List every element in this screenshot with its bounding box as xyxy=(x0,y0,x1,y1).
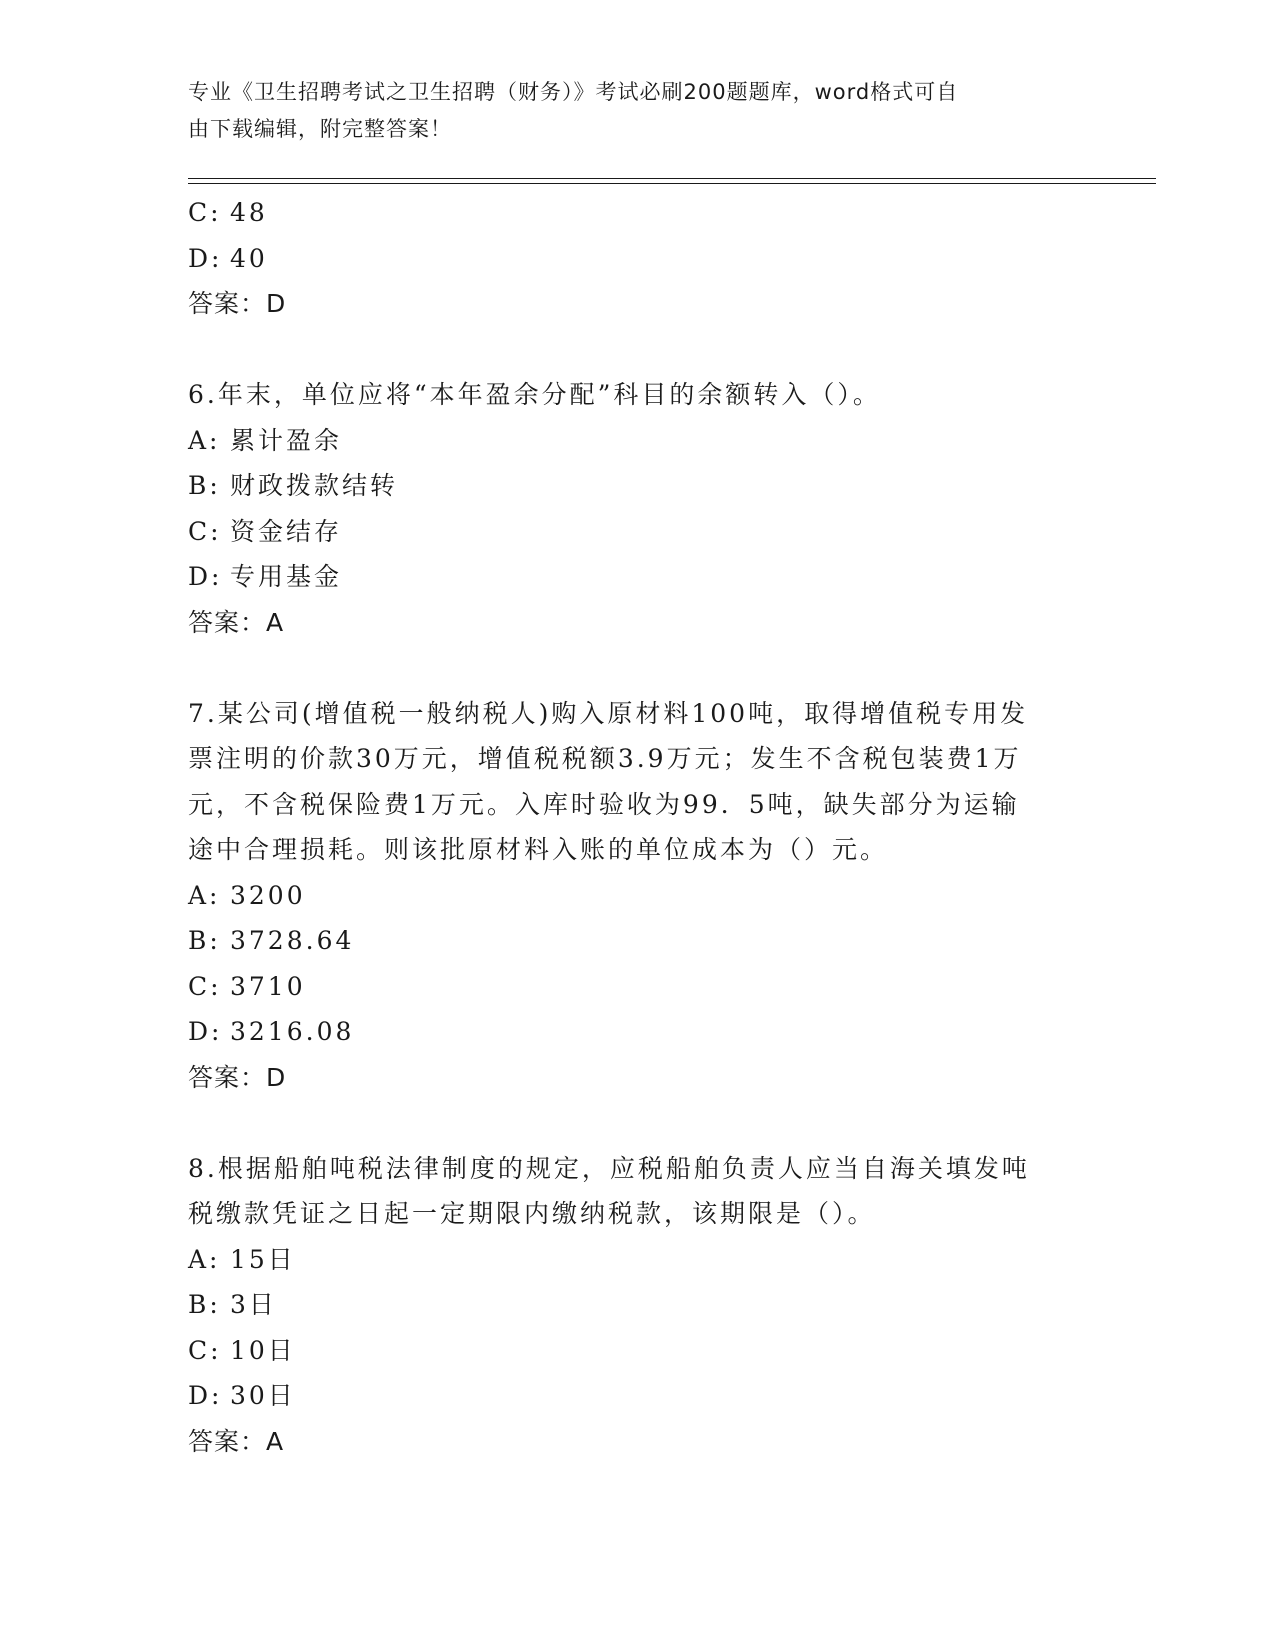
option-a xyxy=(188,418,1068,464)
option-label: B: xyxy=(188,471,221,500)
option-a xyxy=(188,873,1068,919)
option-text: 48 xyxy=(230,198,268,227)
question-stem-line: 8.根据船舶吨税法律制度的规定，应税船舶负责人应当自海关填发吨 xyxy=(188,1153,1030,1183)
question-stem: 6.年末，单位应将“本年盈余分配”科目的余额转入（）。 xyxy=(188,380,881,409)
option-label: C: xyxy=(188,971,222,1001)
question-stem-line: 元，不含税保险费1万元。入库时验收为99．5吨，缺失部分为运输 xyxy=(188,789,1020,819)
question-stem-line: 7.某公司(增值税一般纳税人)购入原材料100吨，取得增值税专用发 xyxy=(188,698,1029,728)
option-text: 财政拨款结转 xyxy=(230,471,399,500)
option-text: 3710 xyxy=(230,971,306,1001)
option-text: 10日 xyxy=(230,1335,296,1365)
option-d xyxy=(188,236,1068,282)
option-text: 3728.64 xyxy=(230,926,355,955)
question-8 xyxy=(188,1146,1068,1465)
option-b xyxy=(188,463,1068,509)
option-label: A: xyxy=(188,1244,221,1274)
option-label: D: xyxy=(188,243,223,273)
answer-line: 答案：D xyxy=(188,1062,287,1092)
option-text: 3200 xyxy=(230,880,306,910)
option-c xyxy=(188,190,1068,236)
option-d xyxy=(188,554,1068,600)
option-label: D: xyxy=(188,1381,223,1410)
spacer xyxy=(188,645,1068,691)
option-d xyxy=(188,1373,1068,1419)
option-label: C: xyxy=(188,1335,222,1365)
option-text: 专用基金 xyxy=(230,562,343,591)
option-d xyxy=(188,1009,1068,1055)
option-label: C: xyxy=(188,198,222,227)
question-7 xyxy=(188,691,1068,1101)
option-label: A: xyxy=(188,880,221,910)
question-6 xyxy=(188,372,1068,645)
header-title-line-2: 由下载编辑，附完整答案！ xyxy=(188,117,452,141)
option-text: 资金结存 xyxy=(230,516,343,546)
option-a xyxy=(188,1237,1068,1283)
option-label: B: xyxy=(188,926,221,955)
answer-line: 答案：A xyxy=(188,607,285,637)
option-b xyxy=(188,918,1068,964)
option-label: A: xyxy=(188,425,221,455)
question-stem-line: 途中合理损耗。则该批原材料入账的单位成本为（）元。 xyxy=(188,835,889,864)
document-header xyxy=(188,74,1068,148)
question-stem-line: 税缴款凭证之日起一定期限内缴纳税款，该期限是（）。 xyxy=(188,1199,876,1228)
option-text: 30日 xyxy=(230,1381,296,1410)
option-c xyxy=(188,509,1068,555)
header-divider-thick xyxy=(188,178,1156,179)
option-text: 40 xyxy=(230,243,268,273)
option-b xyxy=(188,1282,1068,1328)
answer-line: 答案：A xyxy=(188,1426,285,1456)
option-text: 15日 xyxy=(230,1244,296,1274)
option-c xyxy=(188,1328,1068,1374)
option-label: D: xyxy=(188,562,223,591)
question-stem-line: 票注明的价款30万元，增值税税额3.9万元；发生不含税包装费1万 xyxy=(188,744,1022,773)
document-content xyxy=(188,190,1068,1464)
question-5-continuation xyxy=(188,190,1068,327)
option-label: B: xyxy=(188,1290,221,1319)
header-divider-thin xyxy=(188,183,1156,184)
spacer xyxy=(188,327,1068,373)
spacer xyxy=(188,1100,1068,1146)
option-c xyxy=(188,964,1068,1010)
option-text: 累计盈余 xyxy=(230,425,343,455)
option-label: C: xyxy=(188,516,222,546)
option-text: 3216.08 xyxy=(230,1017,355,1046)
option-text: 3日 xyxy=(230,1290,277,1319)
answer-line: 答案：D xyxy=(188,289,287,318)
option-label: D: xyxy=(188,1017,223,1046)
header-title-line-1: 专业《卫生招聘考试之卫生招聘（财务）》考试必刷200题题库，word格式可自 xyxy=(188,80,959,104)
